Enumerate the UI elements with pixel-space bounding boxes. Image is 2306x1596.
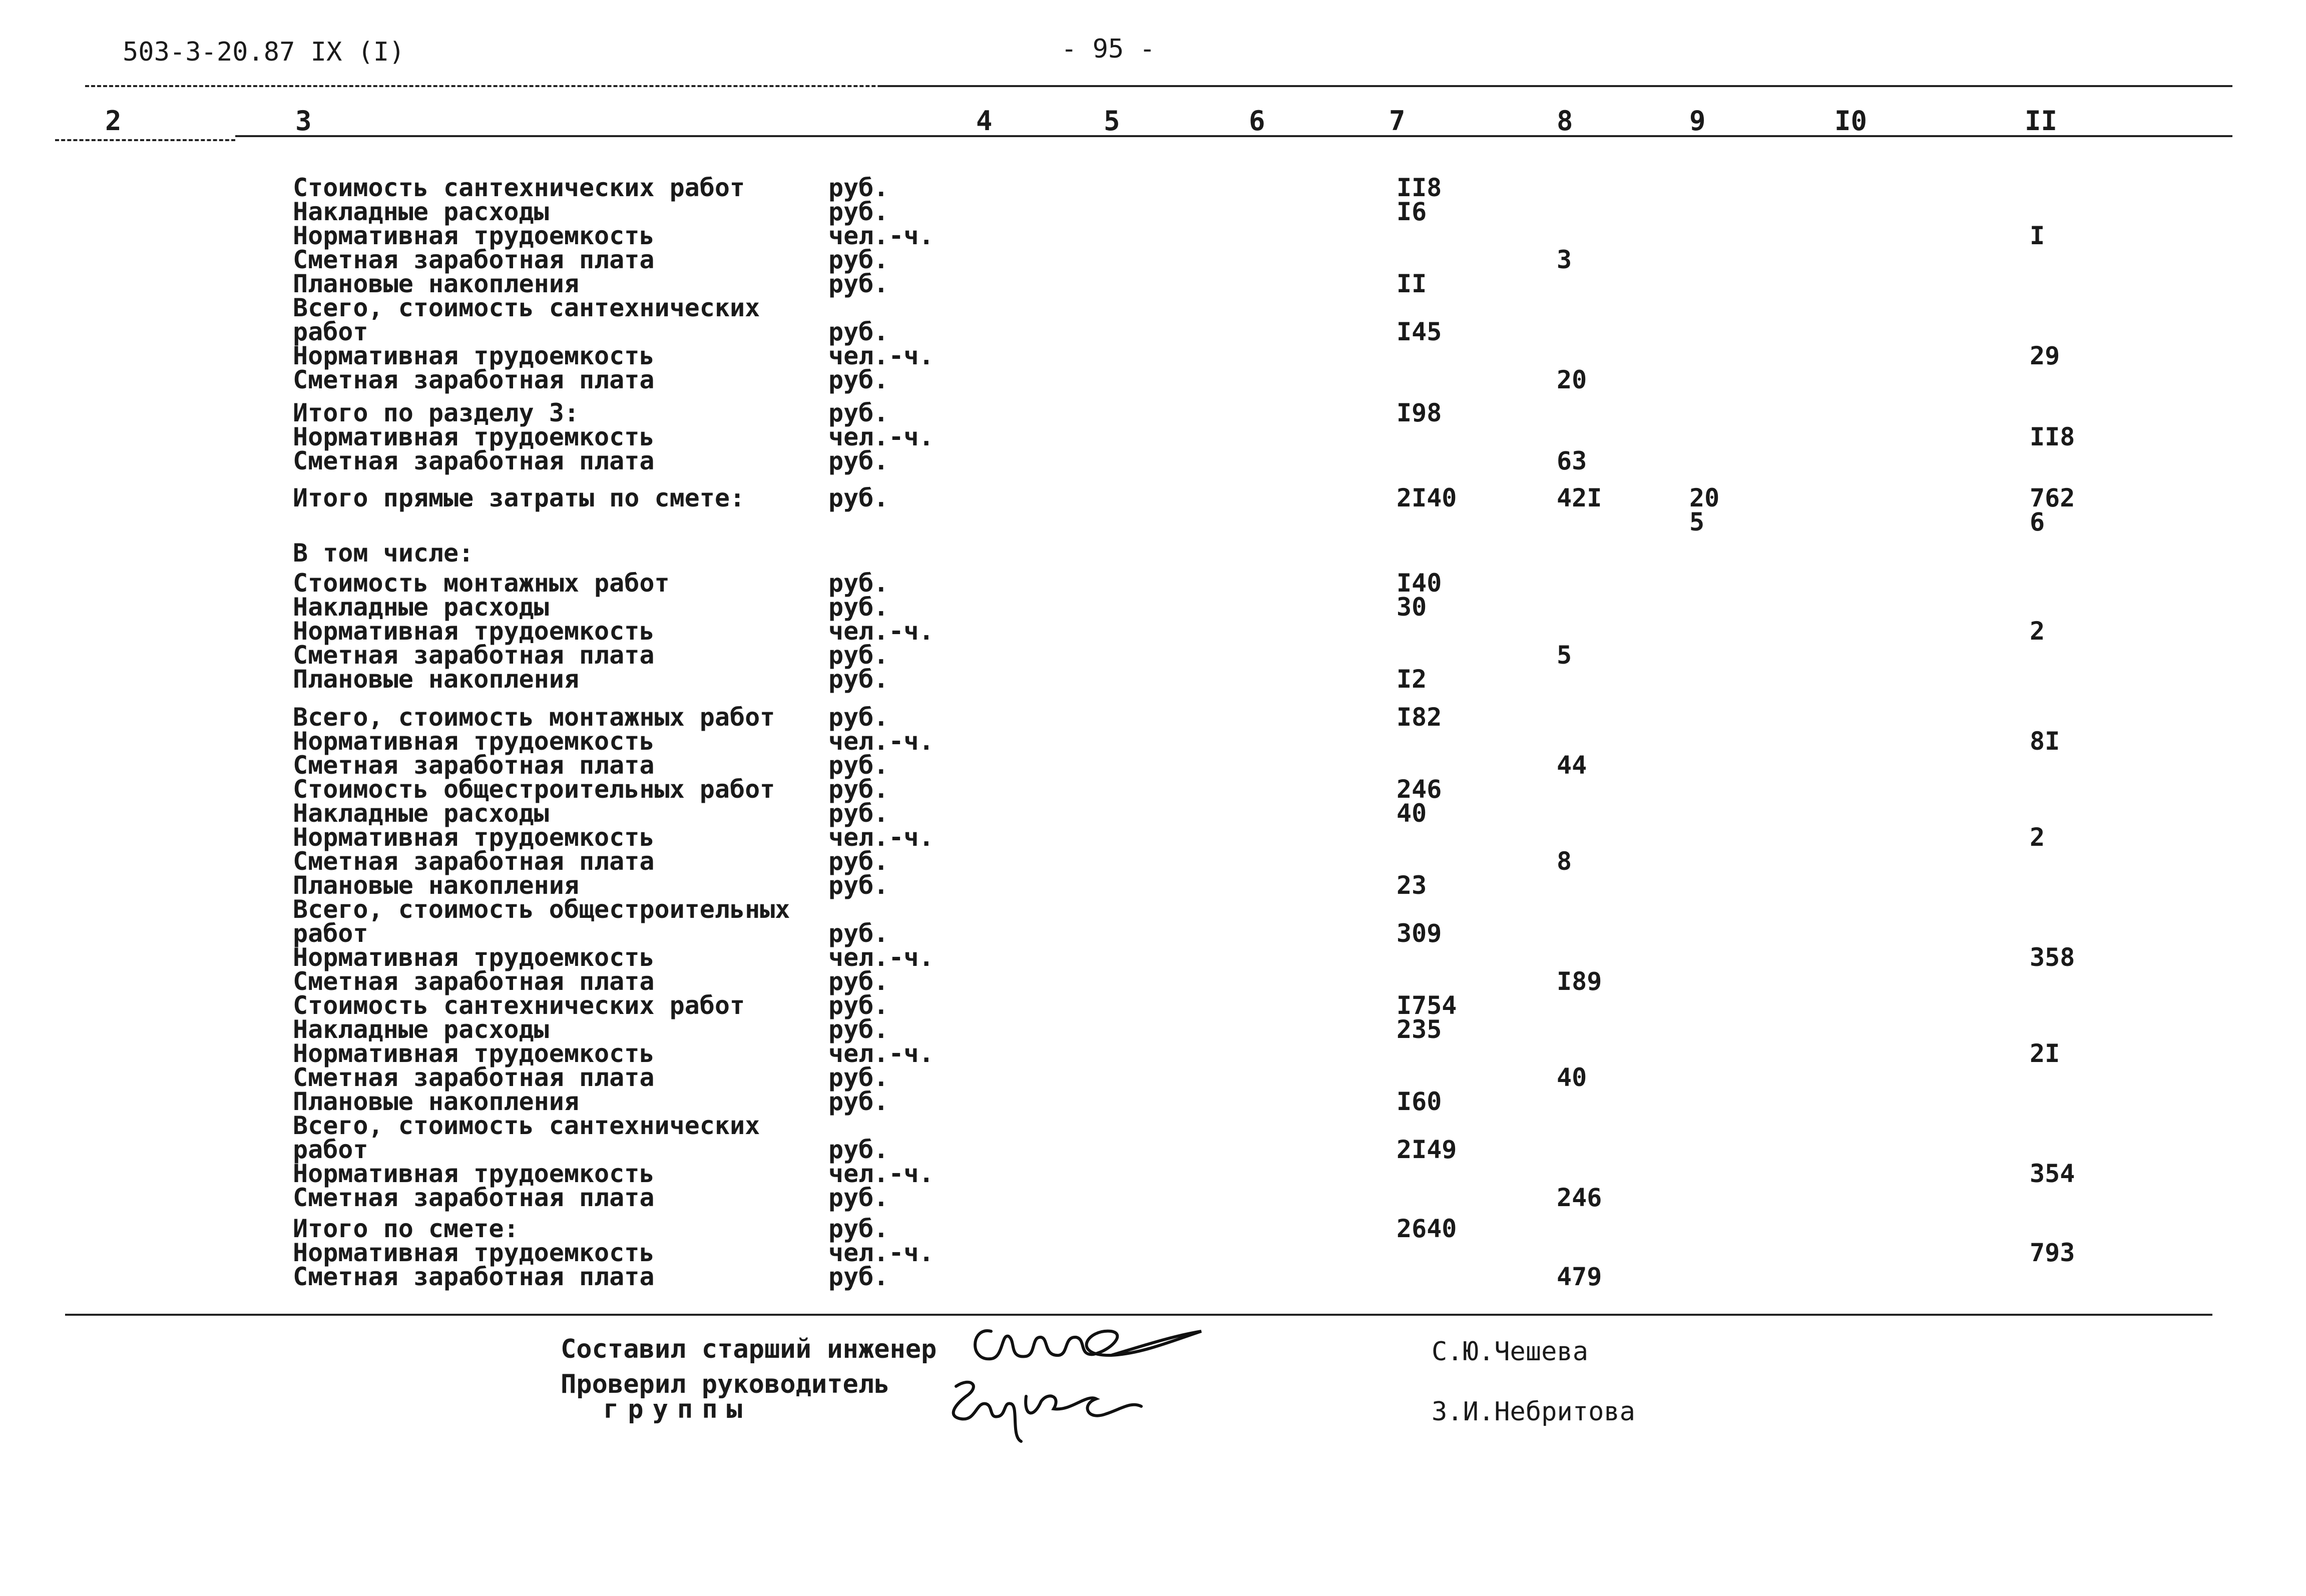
row-unit: руб. [828,1063,889,1092]
row-label: Плановые накопления [293,1087,579,1116]
row-value-c7: II [1397,269,1427,298]
row-unit: руб. [828,919,889,948]
row-value-c7: 40 [1397,799,1427,828]
row-value-c7: I754 [1397,991,1457,1020]
col-number: 8 [1557,105,1573,137]
compiled-by-label: Составил старший инженер [561,1334,937,1364]
compiled-by-name: С.Ю.Чешева [1432,1337,1589,1367]
row-label: Сметная заработная плата [293,967,655,996]
row-unit: руб. [828,871,889,900]
row-label: Накладные расходы [293,197,549,226]
row-label: работ [293,317,368,346]
row-label: Стоимость сантехнических работ [293,991,745,1020]
row-unit: руб. [828,641,889,670]
row-label: Сметная заработная плата [293,751,655,780]
row-label: Всего, стоимость общестроительных [293,895,790,924]
row-label: Плановые накопления [293,269,579,298]
row-value-c11: 2 [2030,823,2045,852]
col-number: 5 [1104,105,1120,137]
row-label: Сметная заработная плата [293,641,655,670]
row-label: Нормативная трудоемкость [293,1159,655,1188]
row-label: Всего, стоимость монтажных работ [293,703,775,732]
row-label: Нормативная трудоемкость [293,1039,655,1068]
row-unit: руб. [828,173,889,202]
row-unit: руб. [828,751,889,780]
row-value-c8: 246 [1557,1183,1602,1212]
row-value-c8: 5 [1557,641,1572,670]
row-unit: чел.-ч. [828,727,934,756]
row-unit: руб. [828,269,889,298]
row-value-c7: 2I49 [1397,1135,1457,1164]
row-value-c11: 762 [2030,483,2075,512]
col-number: 2 [105,105,122,137]
row-unit: руб. [828,1087,889,1116]
row-value-c8: 63 [1557,446,1587,475]
header-top-rule [881,85,2232,87]
page-number: - 95 - [1061,34,1155,64]
row-label: работ [293,919,368,948]
row-value-c8: 42I [1557,483,1602,512]
row-value-c11: 358 [2030,943,2075,972]
row-label: Накладные расходы [293,593,549,622]
row-unit: руб. [828,991,889,1020]
row-unit: чел.-ч. [828,221,934,250]
row-unit: чел.-ч. [828,422,934,451]
checked-by-label: Проверил руководитель [561,1369,890,1399]
row-value-c7: 2640 [1397,1214,1457,1243]
col-number: 7 [1389,105,1406,137]
checked-by-name: З.И.Небритова [1432,1397,1635,1427]
row-unit: руб. [828,317,889,346]
row-value-c7: 235 [1397,1015,1442,1044]
signature-checker [936,1366,1156,1451]
row-unit: руб. [828,446,889,475]
col-number: 9 [1689,105,1706,137]
row-label: Стоимость общестроительных работ [293,775,775,804]
row-unit: руб. [828,365,889,394]
row-label: Стоимость сантехнических работ [293,173,745,202]
row-value-c11: 6 [2030,507,2045,537]
document-code: 503-3-20.87 IX (I) [123,37,405,67]
row-label: Сметная заработная плата [293,1262,655,1291]
row-value-c7: I82 [1397,703,1442,732]
row-label: Сметная заработная плата [293,847,655,876]
row-label: Нормативная трудоемкость [293,823,655,852]
row-value-c7: I98 [1397,398,1442,427]
row-unit: чел.-ч. [828,1039,934,1068]
col-number: 4 [976,105,993,137]
row-label: Сметная заработная плата [293,245,655,274]
row-unit: руб. [828,665,889,694]
row-value-c9: 5 [1689,507,1705,537]
row-value-c11: II8 [2030,422,2075,451]
row-value-c7: 2I40 [1397,483,1457,512]
row-unit: руб. [828,847,889,876]
row-unit: чел.-ч. [828,1238,934,1267]
col-number: I0 [1834,105,1868,137]
row-label: Нормативная трудоемкость [293,727,655,756]
row-label: Нормативная трудоемкость [293,341,655,370]
row-label: Всего, стоимость сантехнических [293,1111,760,1140]
row-value-c8: I89 [1557,967,1602,996]
col-number: 3 [295,105,312,137]
row-label: Накладные расходы [293,799,549,828]
row-value-c7: I60 [1397,1087,1442,1116]
row-value-c7: 23 [1397,871,1427,900]
row-unit: руб. [828,398,889,427]
row-value-c7: 30 [1397,593,1427,622]
row-label: Всего, стоимость сантехнических [293,293,760,322]
row-label: Сметная заработная плата [293,446,655,475]
row-unit: руб. [828,1262,889,1291]
row-label: Итого по разделу 3: [293,398,579,427]
row-unit: руб. [828,569,889,598]
row-unit: руб. [828,1183,889,1212]
row-label: Нормативная трудоемкость [293,617,655,646]
row-value-c8: 3 [1557,245,1572,274]
row-label: Плановые накопления [293,665,579,694]
row-label: Нормативная трудоемкость [293,422,655,451]
row-value-c11: 8I [2030,727,2060,756]
row-unit: чел.-ч. [828,617,934,646]
row-unit: руб. [828,197,889,226]
row-value-c8: 20 [1557,365,1587,394]
row-value-c9: 20 [1689,483,1720,512]
checked-by-label-2: группы [603,1394,751,1424]
row-unit: чел.-ч. [828,823,934,852]
row-value-c7: I2 [1397,665,1427,694]
row-value-c11: 793 [2030,1238,2075,1267]
row-unit: руб. [828,703,889,732]
row-label: Нормативная трудоемкость [293,1238,655,1267]
row-value-c7: I40 [1397,569,1442,598]
row-value-c11: 2 [2030,617,2045,646]
row-unit: чел.-ч. [828,341,934,370]
row-label: Сметная заработная плата [293,1183,655,1212]
row-value-c8: 8 [1557,847,1572,876]
row-value-c8: 479 [1557,1262,1602,1291]
row-unit: руб. [828,775,889,804]
row-unit: руб. [828,1015,889,1044]
row-unit: руб. [828,1135,889,1164]
row-label: работ [293,1135,368,1164]
row-value-c7: 309 [1397,919,1442,948]
row-value-c7: I45 [1397,317,1442,346]
row-label: Нормативная трудоемкость [293,221,655,250]
row-value-c7: I6 [1397,197,1427,226]
row-unit: руб. [828,967,889,996]
row-label: Итого по смете: [293,1214,519,1243]
row-label: Сметная заработная плата [293,1063,655,1092]
row-label: Плановые накопления [293,871,579,900]
row-value-c7: II8 [1397,173,1442,202]
col-number: 6 [1249,105,1265,137]
row-value-c8: 40 [1557,1063,1587,1092]
row-unit: чел.-ч. [828,943,934,972]
row-unit: руб. [828,799,889,828]
header-bottom-rule-left [55,139,235,141]
row-label: Накладные расходы [293,1015,549,1044]
row-label: В том числе: [293,539,474,568]
row-label: Итого прямые затраты по смете: [293,483,745,512]
row-label: Нормативная трудоемкость [293,943,655,972]
row-value-c11: 2I [2030,1039,2060,1068]
row-value-c11: I [2030,221,2045,250]
row-unit: чел.-ч. [828,1159,934,1188]
col-number: II [2025,105,2058,137]
row-value-c7: 246 [1397,775,1442,804]
row-unit: руб. [828,593,889,622]
row-value-c8: 44 [1557,751,1587,780]
row-unit: руб. [828,245,889,274]
row-label: Сметная заработная плата [293,365,655,394]
row-label: Стоимость монтажных работ [293,569,670,598]
header-bottom-rule [235,135,2232,137]
row-unit: руб. [828,1214,889,1243]
row-value-c11: 29 [2030,341,2060,370]
row-value-c11: 354 [2030,1159,2075,1188]
row-unit: руб. [828,483,889,512]
